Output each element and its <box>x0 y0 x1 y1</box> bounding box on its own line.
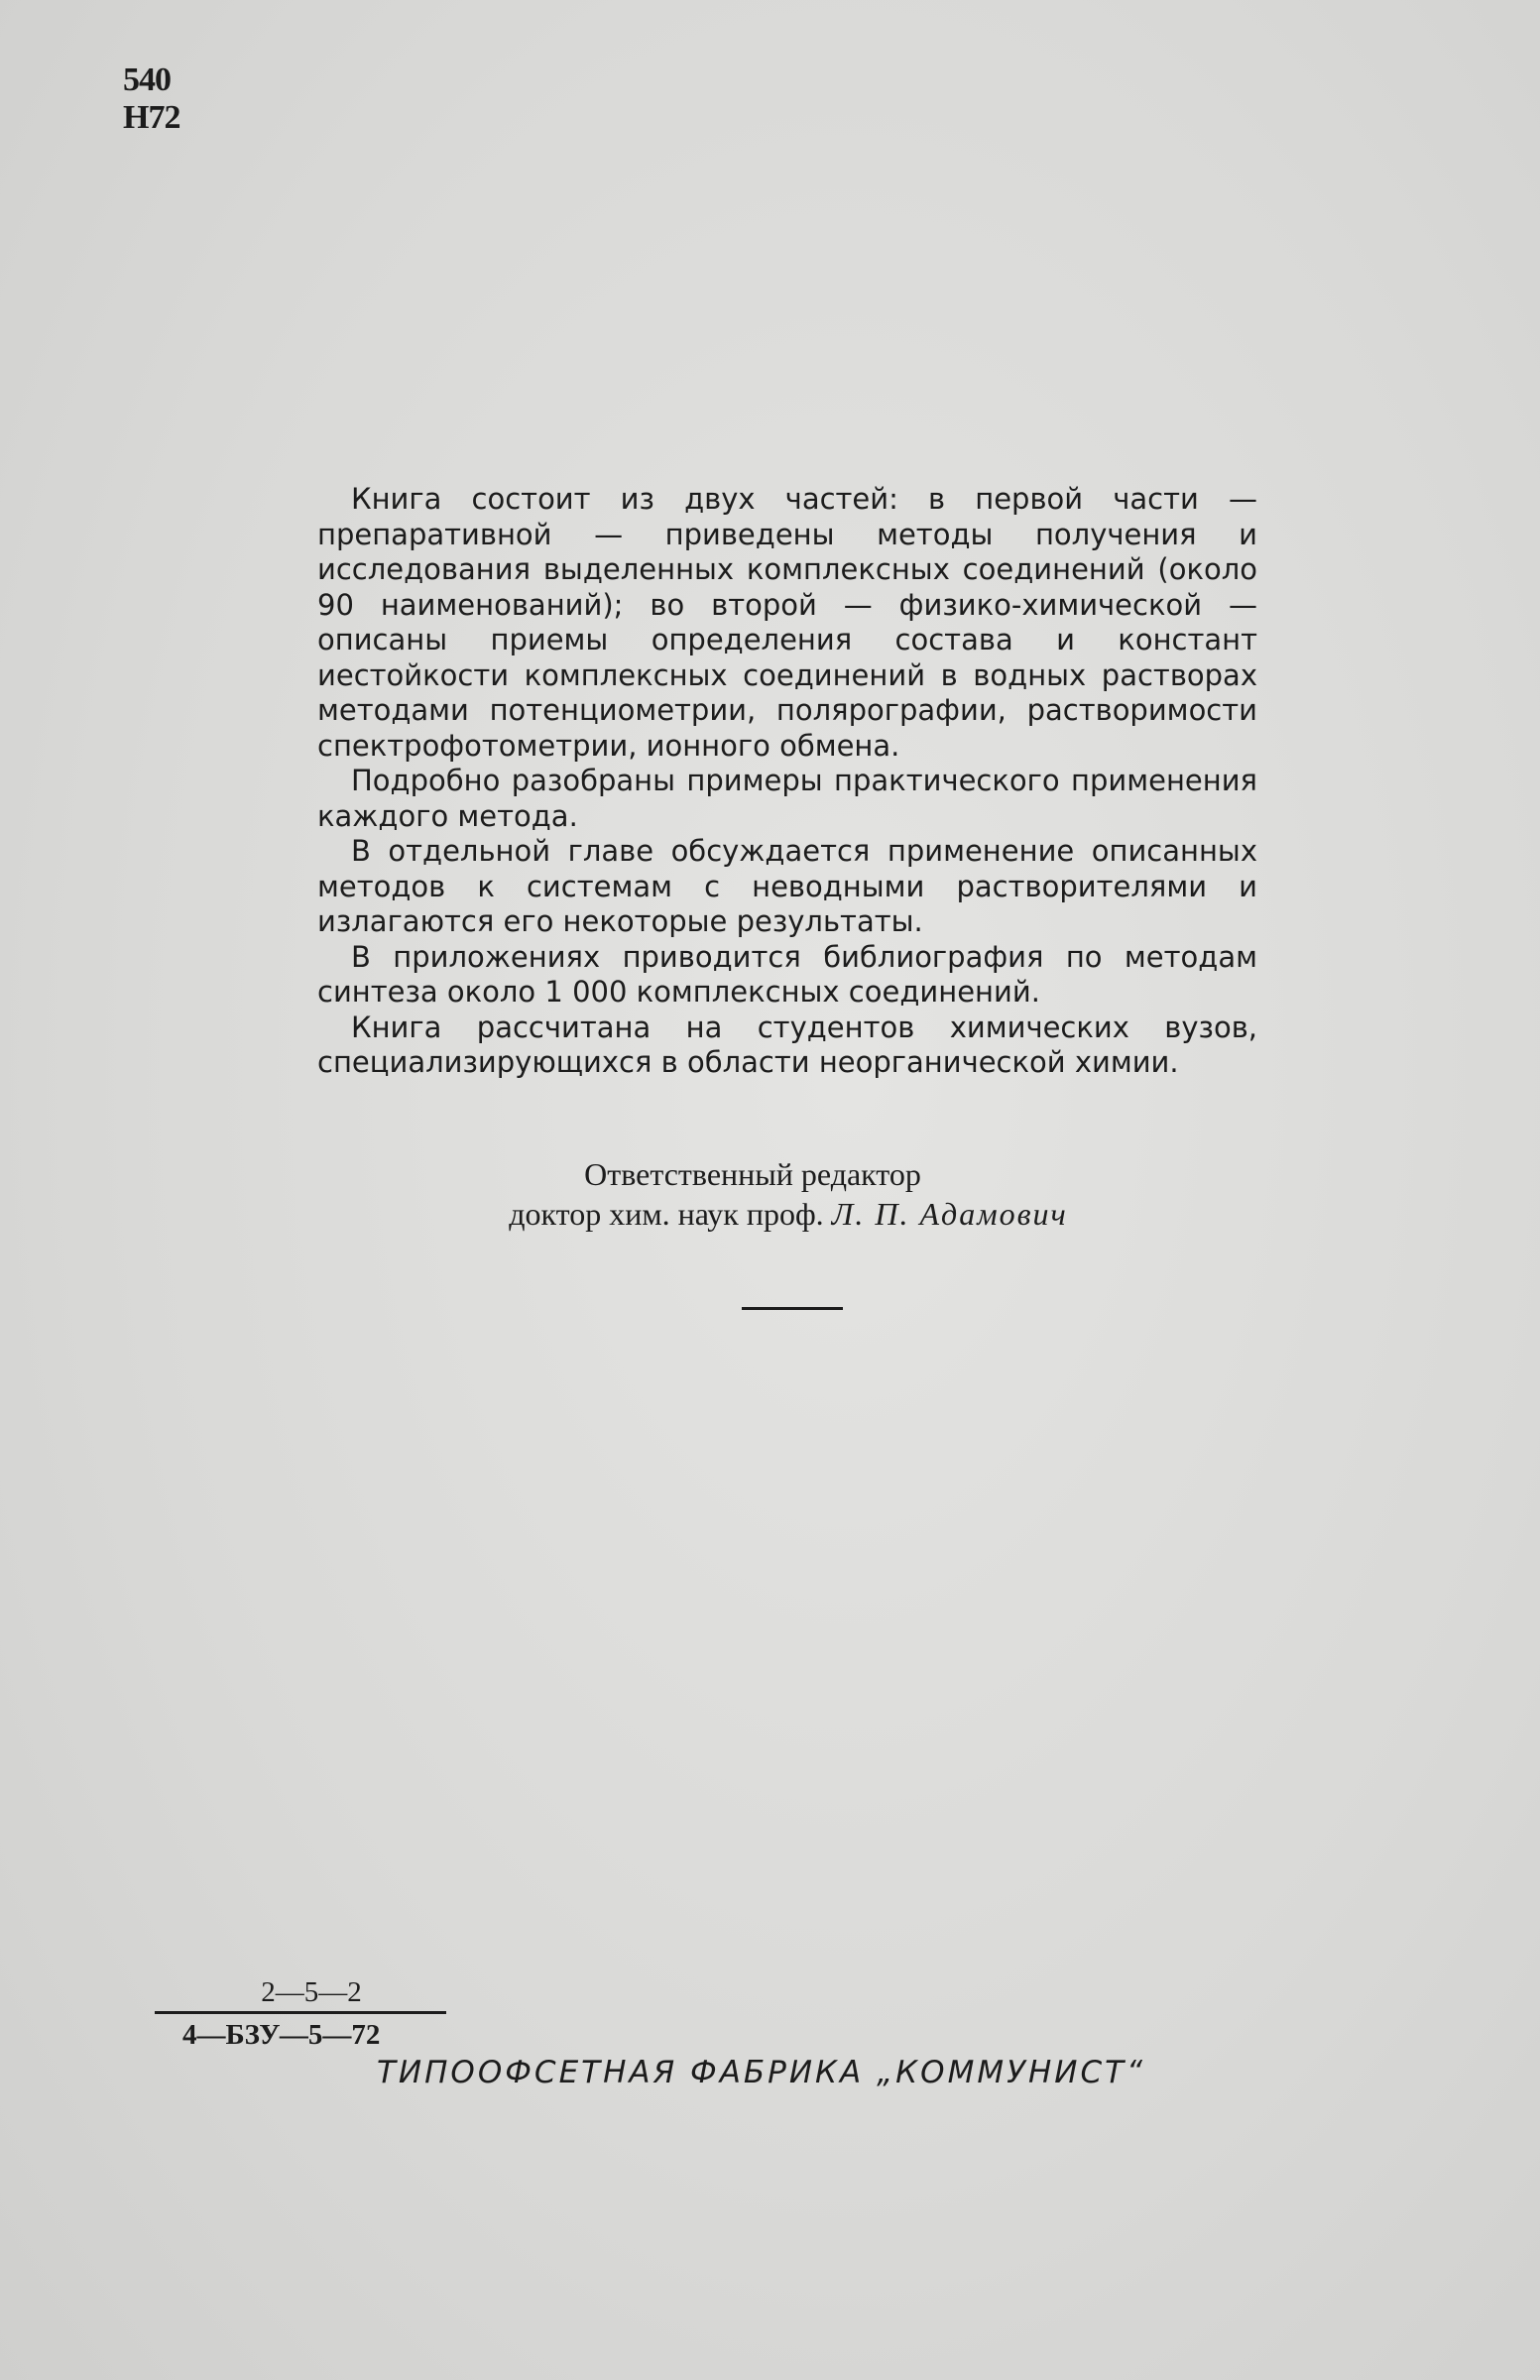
udc-code: 540 <box>123 61 171 98</box>
abstract-paragraph: В приложениях приводится библиография по методам синтеза около 1 000 комплексных соединений. <box>317 939 1257 1009</box>
fraction-bar <box>155 2011 446 2014</box>
printer-name: ТИПООФСЕТНАЯ ФАБРИКА „КОММУНИСТ“ <box>377 2055 1146 2090</box>
editor-role: Ответственный редактор <box>584 1156 921 1192</box>
responsible-editor <box>297 1154 1279 1234</box>
editor-line <box>297 1194 1279 1234</box>
abstract-paragraph: В отдельной главе обсуждается применение описанных методов к системам с неводными растворителями и излагаются его некоторые результаты. <box>317 834 1257 938</box>
code-denominator: 4—БЗУ—5—72 <box>182 2019 381 2051</box>
bbk-code: Н72 <box>123 99 180 136</box>
editor-credentials: доктор хим. наук проф. <box>509 1196 824 1232</box>
book-abstract <box>317 482 1257 1081</box>
abstract-paragraph: Подробно разобраны примеры практического применения каждого метода. <box>317 764 1257 833</box>
separator-rule <box>742 1307 843 1310</box>
udc-index <box>123 61 179 137</box>
abstract-paragraph: Книга состоит из двух частей: в первой части — препаративной — приведены методы получения и исследования выделенных комплексных соединений (около 90 наименований); во второй — физико-химической — описаны приемы определения состава и констант иестойкости комплексных соединений в водных растворах методами потенциометрии, полярографии, растворимости спектрофотометрии, ионного обмена. <box>317 482 1257 763</box>
code-numerator: 2—5—2 <box>261 1976 362 2008</box>
abstract-paragraph: Книга рассчитана на студентов химических вузов, специализирующихся в области неорганической химии. <box>317 1010 1257 1079</box>
publication-code <box>155 1975 446 2052</box>
editor-name: Л. П. Адамович <box>831 1196 1068 1232</box>
